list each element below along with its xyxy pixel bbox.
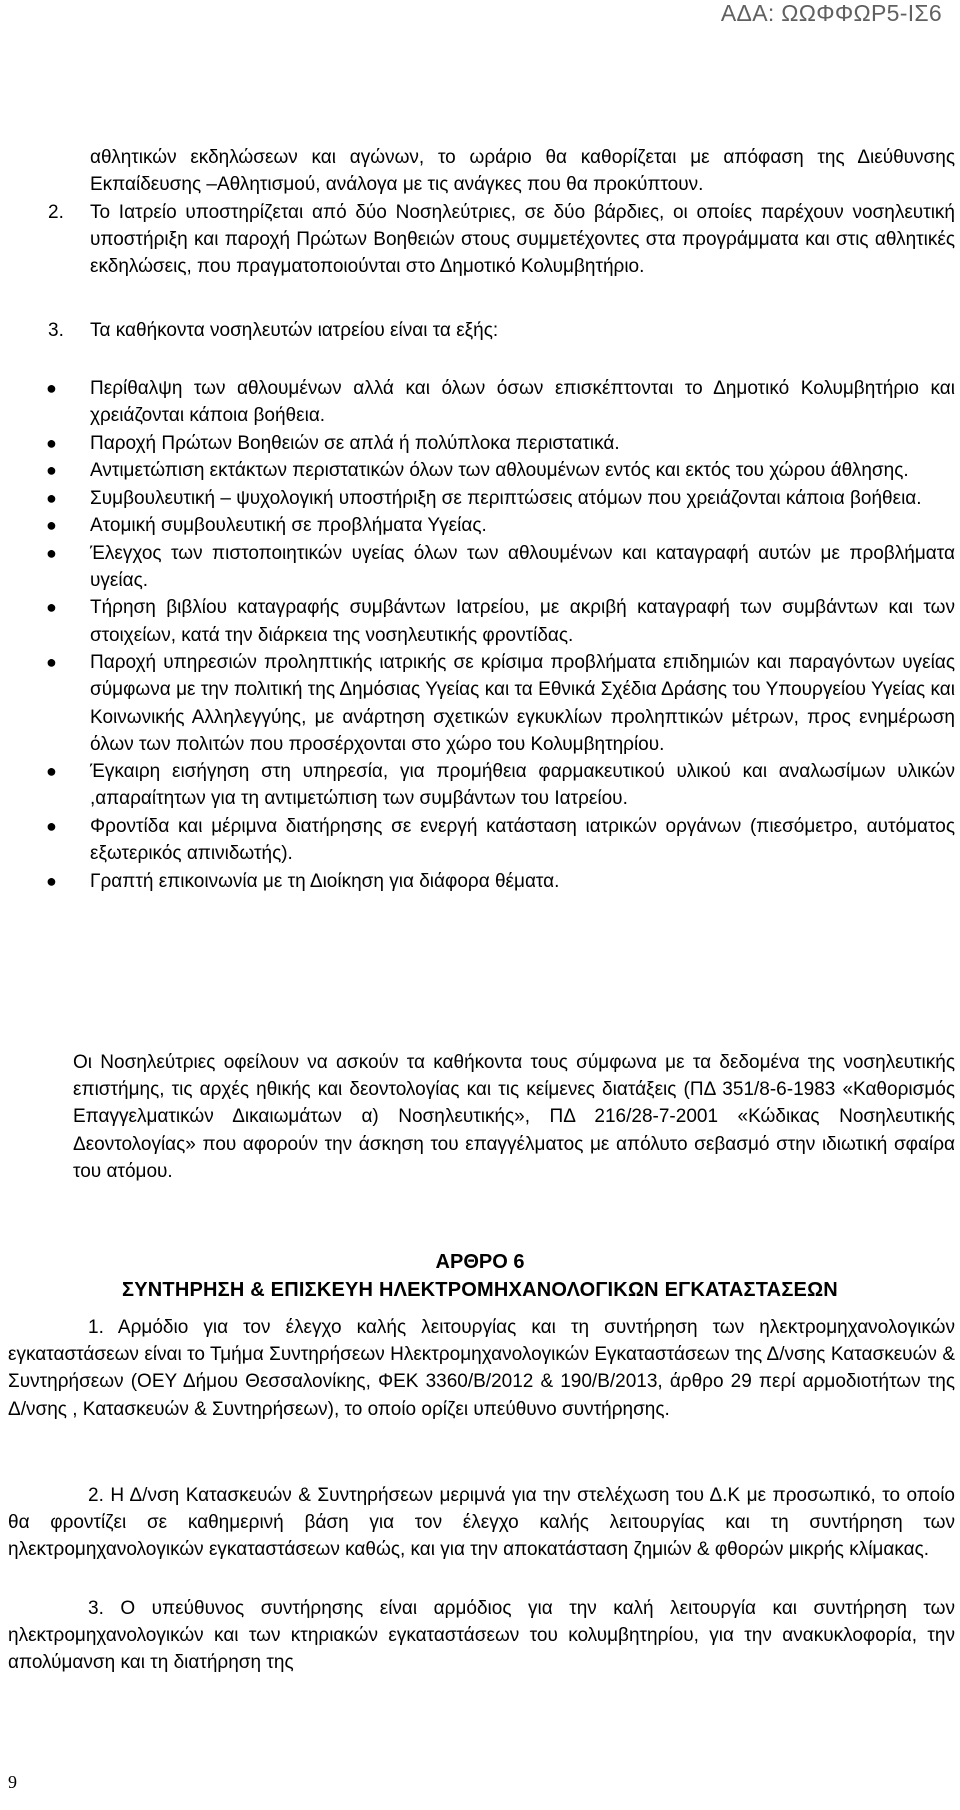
list-item-text: Αντιμετώπιση εκτάκτων περιστατικών όλων των αθλουμένων εντός και εκτός του χώρου άθλησης.	[90, 460, 909, 482]
bullet-icon: ●	[46, 870, 57, 891]
bullet-icon: ●	[46, 542, 57, 563]
duties-list	[46, 375, 955, 895]
page-number: 9	[8, 1772, 17, 1792]
list-item	[46, 594, 955, 648]
item-number-2: 2.	[48, 202, 64, 223]
bullet-icon: ●	[46, 652, 57, 673]
list-item-text: Τήρηση βιβλίου καταγραφής συμβάντων Ιατρείου, με ακριβή καταγραφή των συμβάντων και των στοιχείων, κατά την διάρκεια της νοσηλευτικής φροντίδας.	[90, 597, 955, 646]
bullet-icon: ●	[46, 597, 57, 618]
list-item	[46, 813, 955, 867]
list-item-text: Έγκαιρη εισήγηση στη υπηρεσία, για προμήθεια φαρμακευτικού υλικού και αναλωσίμων υλικών ,απαραίτητων για τη αντιμετώπιση των συμβάντων του Ιατρείου.	[90, 761, 955, 810]
item-text-3: Τα καθήκοντα νοσηλευτών ιατρείου είναι τα εξής:	[90, 320, 499, 341]
list-item	[46, 375, 955, 429]
list-item-text: Παροχή Πρώτων Βοηθειών σε απλά ή πολύπλοκα περιστατικά.	[90, 432, 620, 454]
bullet-icon: ●	[46, 761, 57, 782]
article-title: ΑΡΘΡΟ 6	[435, 1251, 525, 1273]
list-item-text: Γραπτή επικοινωνία με τη Διοίκηση για διάφορα θέματα.	[90, 870, 560, 892]
bullet-icon: ●	[46, 487, 57, 508]
bullet-icon: ●	[46, 815, 57, 836]
bullet-icon: ●	[46, 515, 57, 536]
article-paragraph-2: 2. Η Δ/νση Κατασκευών & Συντηρήσεων μεριμνά για την στελέχωση του Δ.Κ με προσωπικό, το οποίο θα φροντίζει σε καθημερινή βάση για τον έλεγχο καλής λειτουργίας και τη συντήρηση των ηλεκτρομηχανολογικών εγκαταστάσεων καθώς, και για την αποκατάσταση ζημιών & φθορών μικρής κλίμακας.	[8, 1485, 955, 1561]
article-subtitle: ΣΥΝΤΗΡΗΣΗ & ΕΠΙΣΚΕΥΗ ΗΛΕΚΤΡΟΜΗΧΑΝΟΛΟΓΙΚΩΝ ΕΓΚΑΤΑΣΤΑΣΕΩΝ	[122, 1279, 838, 1301]
list-item	[46, 512, 955, 539]
item-text-2: Το Ιατρείο υποστηρίζεται από δύο Νοσηλεύτριες, σε δύο βάρδιες, οι οποίες παρέχουν νοσηλευτική υποστήριξη και παροχή Πρώτων Βοηθειών στους συμμετέχοντες στα προγράμματα και στις αθλητικές εκδηλώσεις, που πραγματοποιούνται στο Δημοτικό Κολυμβητήριο.	[90, 202, 955, 278]
bullet-icon: ●	[46, 378, 57, 398]
item-number-3: 3.	[48, 320, 64, 341]
list-item-text: Ατομική συμβουλευτική σε προβλήματα Υγείας.	[90, 515, 487, 537]
list-item-text: Περίθαλψη των αθλουμένων αλλά και όλων όσων επισκέπτονται το Δημοτικό Κολυμβητήριο και χρειάζονται κάποια βοήθεια.	[90, 378, 955, 427]
list-item	[46, 868, 955, 895]
list-item	[46, 540, 955, 594]
list-item	[46, 758, 955, 812]
list-item	[46, 457, 955, 484]
list-item	[46, 649, 955, 758]
list-item	[46, 430, 955, 457]
list-item-text: Συμβουλευτική – ψυχολογική υποστήριξη σε περιπτώσεις ατόμων που χρειάζονται κάποια βοήθεια.	[90, 487, 922, 509]
article-paragraph-3: 3. Ο υπεύθυνος συντήρησης είναι αρμόδιος για την καλή λειτουργία και συντήρηση των ηλεκτρομηχανολογικών και των κτηριακών εγκαταστάσεων του κολυμβητηρίου, για την ανακυκλοφορία, την απολύμανση και τη διατήρηση της	[8, 1598, 955, 1674]
article-paragraph-1: 1. Αρμόδιο για τον έλεγχο καλής λειτουργίας και τη συντήρηση των ηλεκτρομηχανολογικών εγκαταστάσεων είναι το Τμήμα Συντηρήσεων Ηλεκτρομηχανολογικών Εγκαταστάσεων της Δ/νσης Κατασκευών & Συντηρήσεων (ΟΕΥ Δήμου Θεσσαλονίκης, ΦΕΚ 3360/Β/2012 & 190/Β/2013, άρθρο 29 περί αρμοδιοτήτων της Δ/νσης , Κατασκευών & Συντηρήσεων), το οποίο ορίζει υπεύθυνο συντήρησης.	[8, 1317, 955, 1420]
list-item-text: Παροχή υπηρεσιών προληπτικής ιατρικής σε κρίσιμα προβλήματα επιδημιών και παραγόντων υγείας σύμφωνα με την πολιτική της Δημόσιας Υγείας και τα Εθνικά Σχέδια Δράσης του Υπουργείου Υγείας και Κοινωνικής Αλληλεγγύης, με ανάρτηση σχετικών εγκυκλίων προληπτικών μέτρων, προς ενημέρωση όλων των πολιτών που προσέρχονται στο χώρο του Κολυμβητηρίου.	[90, 652, 955, 755]
bullet-icon: ●	[46, 432, 57, 453]
list-item	[46, 485, 955, 512]
closing-paragraph: Οι Νοσηλεύτριες οφείλουν να ασκούν τα καθήκοντα τους σύμφωνα με τα δεδομένα της νοσηλευτικής επιστήμης, τις αρχές ηθικής και δεοντολογίας και τις κείμενες διατάξεις (ΠΔ 351/8-6-1983 «Καθορισμός Επαγγελματικών Δικαιωμάτων α) Νοσηλευτικής», ΠΔ 216/28-7-2001 «Κώδικας Νοσηλευτικής Δεοντολογίας» που αφορούν την άσκηση του επαγγέλματος με απόλυτο σεβασμό στην ιδιωτική σφαίρα του ατόμου.	[73, 1052, 955, 1182]
bullet-icon: ●	[46, 460, 57, 481]
list-item-text: Φροντίδα και μέριμνα διατήρησης σε ενεργή κατάσταση ιατρικών οργάνων (πιεσόμετρο, αυτόματος εξωτερικός απινιδωτής).	[90, 815, 955, 865]
ada-code: ΑΔΑ: ΩΩΦΦΩΡ5-ΙΣ6	[720, 0, 942, 26]
list-item-text: Έλεγχος των πιστοποιητικών υγείας όλων των αθλουμένων και καταγραφή αυτών με προβλήματα υγείας.	[90, 542, 955, 591]
continuation-paragraph: αθλητικών εκδηλώσεων και αγώνων, το ωράριο θα καθορίζεται με απόφαση της Διεύθυνσης Εκπαίδευσης –Αθλητισμού, ανάλογα με τις ανάγκες που θα προκύπτουν.	[90, 147, 955, 196]
